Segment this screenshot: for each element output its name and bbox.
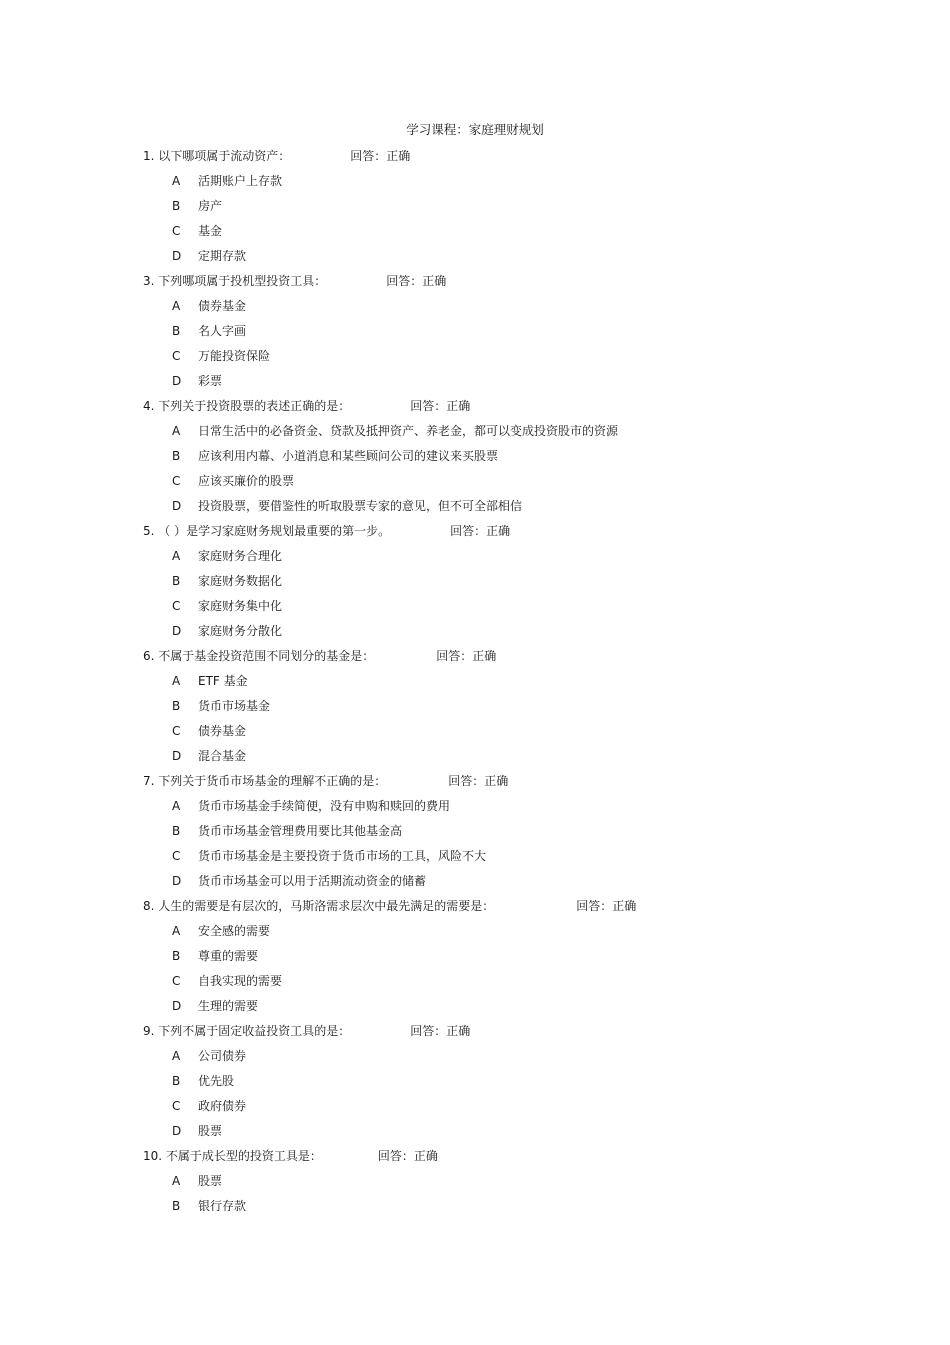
question-line [143, 271, 843, 296]
option-item [143, 1096, 843, 1121]
option-text: 尊重的需要 [198, 949, 259, 963]
option-item [143, 596, 843, 621]
question-text: 3. 下列哪项属于投机型投资工具： [143, 274, 327, 288]
question-line [143, 396, 843, 421]
option-text: 日常生活中的必备资金、贷款及抵押资产、养老金，都可以变成投资股市的资源 [198, 424, 619, 438]
option-letter: D [172, 749, 182, 763]
option-letter: B [172, 824, 181, 838]
option-letter: D [172, 499, 182, 513]
option-text: 货币市场基金手续简便，没有申购和赎回的费用 [198, 799, 451, 813]
option-item [143, 296, 843, 321]
option-item [143, 871, 843, 896]
question-text: 7. 下列关于货币市场基金的理解不正确的是： [143, 774, 387, 788]
option-text: 房产 [198, 199, 223, 213]
question-answer-status: 回答：正确 [377, 1149, 438, 1163]
option-text: 股票 [198, 1174, 223, 1188]
option-text: 活期账户上存款 [198, 174, 283, 188]
option-text: 债券基金 [198, 724, 247, 738]
option-text: 家庭财务集中化 [198, 599, 283, 613]
question-line [143, 771, 843, 796]
option-letter: B [172, 324, 181, 338]
option-letter: A [172, 1174, 181, 1188]
option-letter: D [172, 249, 182, 263]
question-answer-status: 回答：正确 [576, 899, 637, 913]
option-item [143, 1121, 843, 1146]
option-item [143, 371, 843, 396]
option-text: 政府债券 [198, 1099, 247, 1113]
option-letter: A [172, 549, 181, 563]
option-text: 万能投资保险 [198, 349, 271, 363]
question-answer-status: 回答：正确 [386, 274, 447, 288]
option-item [143, 946, 843, 971]
option-text: 定期存款 [198, 249, 247, 263]
option-letter: C [172, 849, 181, 863]
option-text: 投资股票，要借鉴性的听取股票专家的意见，但不可全部相信 [198, 499, 523, 513]
option-letter: C [172, 224, 181, 238]
option-item [143, 446, 843, 471]
question-line [143, 896, 843, 921]
option-item [143, 346, 843, 371]
option-item [143, 971, 843, 996]
option-item [143, 546, 843, 571]
question-item [143, 646, 843, 771]
option-text: 优先股 [198, 1074, 235, 1088]
option-letter: D [172, 1124, 182, 1138]
option-text: 混合基金 [198, 749, 247, 763]
option-letter: C [172, 599, 181, 613]
option-letter: C [172, 1099, 181, 1113]
option-letter: C [172, 724, 181, 738]
option-text: 应该利用内幕、小道消息和某些顾问公司的建议来买股票 [198, 449, 499, 463]
option-item [143, 246, 843, 271]
option-item [143, 796, 843, 821]
question-item [143, 396, 843, 521]
question-text: 8. 人生的需要是有层次的，马斯洛需求层次中最先满足的需要是： [143, 899, 495, 913]
question-line [143, 1146, 843, 1171]
option-letter: A [172, 1049, 181, 1063]
option-item [143, 671, 843, 696]
question-text: 10. 不属于成长型的投资工具是： [143, 1149, 322, 1163]
option-text: 股票 [198, 1124, 223, 1138]
option-letter: D [172, 999, 182, 1013]
option-item [143, 221, 843, 246]
quiz-list [143, 146, 843, 1221]
option-item [143, 621, 843, 646]
question-text: 6. 不属于基金投资范围不同划分的基金是： [143, 649, 375, 663]
question-line [143, 521, 843, 546]
question-answer-status: 回答：正确 [410, 1024, 471, 1038]
question-item [143, 1021, 843, 1146]
option-text: 公司债券 [198, 1049, 247, 1063]
option-letter: C [172, 974, 181, 988]
option-letter: B [172, 1074, 181, 1088]
question-answer-status: 回答：正确 [436, 649, 497, 663]
option-item [143, 471, 843, 496]
option-letter: C [172, 349, 181, 363]
option-text: 应该买廉价的股票 [198, 474, 295, 488]
option-letter: A [172, 299, 181, 313]
question-answer-status: 回答：正确 [350, 149, 411, 163]
option-text: 家庭财务数据化 [198, 574, 283, 588]
option-item [143, 1071, 843, 1096]
question-answer-status: 回答：正确 [450, 524, 511, 538]
option-item [143, 421, 843, 446]
option-text: 名人字画 [198, 324, 247, 338]
option-text: 银行存款 [198, 1199, 247, 1213]
option-item [143, 846, 843, 871]
option-item [143, 321, 843, 346]
option-text: 货币市场基金是主要投资于货币市场的工具，风险不大 [198, 849, 487, 863]
question-text: 4. 下列关于投资股票的表述正确的是： [143, 399, 351, 413]
option-text: 彩票 [198, 374, 223, 388]
option-letter: A [172, 174, 181, 188]
option-text: 自我实现的需要 [198, 974, 283, 988]
option-item [143, 921, 843, 946]
option-letter: B [172, 1199, 181, 1213]
question-text: 5. （ ）是学习家庭财务规划最重要的第一步。 [143, 524, 391, 538]
option-item [143, 196, 843, 221]
option-letter: C [172, 474, 181, 488]
option-text: 货币市场基金管理费用要比其他基金高 [198, 824, 403, 838]
option-text: ETF 基金 [198, 674, 248, 688]
option-item [143, 1046, 843, 1071]
page-title: 学习课程：家庭理财规划 [406, 122, 544, 137]
option-letter: B [172, 449, 181, 463]
option-letter: A [172, 424, 181, 438]
question-answer-status: 回答：正确 [410, 399, 471, 413]
question-item [143, 146, 843, 271]
option-item [143, 1171, 843, 1196]
option-letter: B [172, 574, 181, 588]
option-text: 家庭财务合理化 [198, 549, 283, 563]
question-item [143, 771, 843, 896]
question-text: 1. 以下哪项属于流动资产： [143, 149, 291, 163]
option-item [143, 171, 843, 196]
option-text: 生理的需要 [198, 999, 259, 1013]
option-text: 基金 [198, 224, 223, 238]
option-letter: A [172, 799, 181, 813]
option-letter: D [172, 624, 182, 638]
question-item [143, 271, 843, 396]
question-item [143, 521, 843, 646]
question-line [143, 646, 843, 671]
option-item [143, 1196, 843, 1221]
option-letter: B [172, 699, 181, 713]
question-text: 9. 下列不属于固定收益投资工具的是： [143, 1024, 351, 1038]
option-letter: B [172, 199, 181, 213]
option-text: 家庭财务分散化 [198, 624, 283, 638]
option-letter: B [172, 949, 181, 963]
option-item [143, 571, 843, 596]
option-letter: D [172, 874, 182, 888]
question-line [143, 146, 843, 171]
option-letter: A [172, 924, 181, 938]
question-item [143, 1146, 843, 1221]
question-item [143, 896, 843, 1021]
option-item [143, 821, 843, 846]
option-text: 债券基金 [198, 299, 247, 313]
option-item [143, 696, 843, 721]
option-text: 货币市场基金 [198, 699, 271, 713]
question-line [143, 1021, 843, 1046]
option-item [143, 746, 843, 771]
option-item [143, 721, 843, 746]
option-item [143, 996, 843, 1021]
question-answer-status: 回答：正确 [448, 774, 509, 788]
option-letter: A [172, 674, 181, 688]
option-item [143, 496, 843, 521]
option-text: 货币市场基金可以用于活期流动资金的储蓄 [198, 874, 427, 888]
option-text: 安全感的需要 [198, 924, 271, 938]
option-letter: D [172, 374, 182, 388]
